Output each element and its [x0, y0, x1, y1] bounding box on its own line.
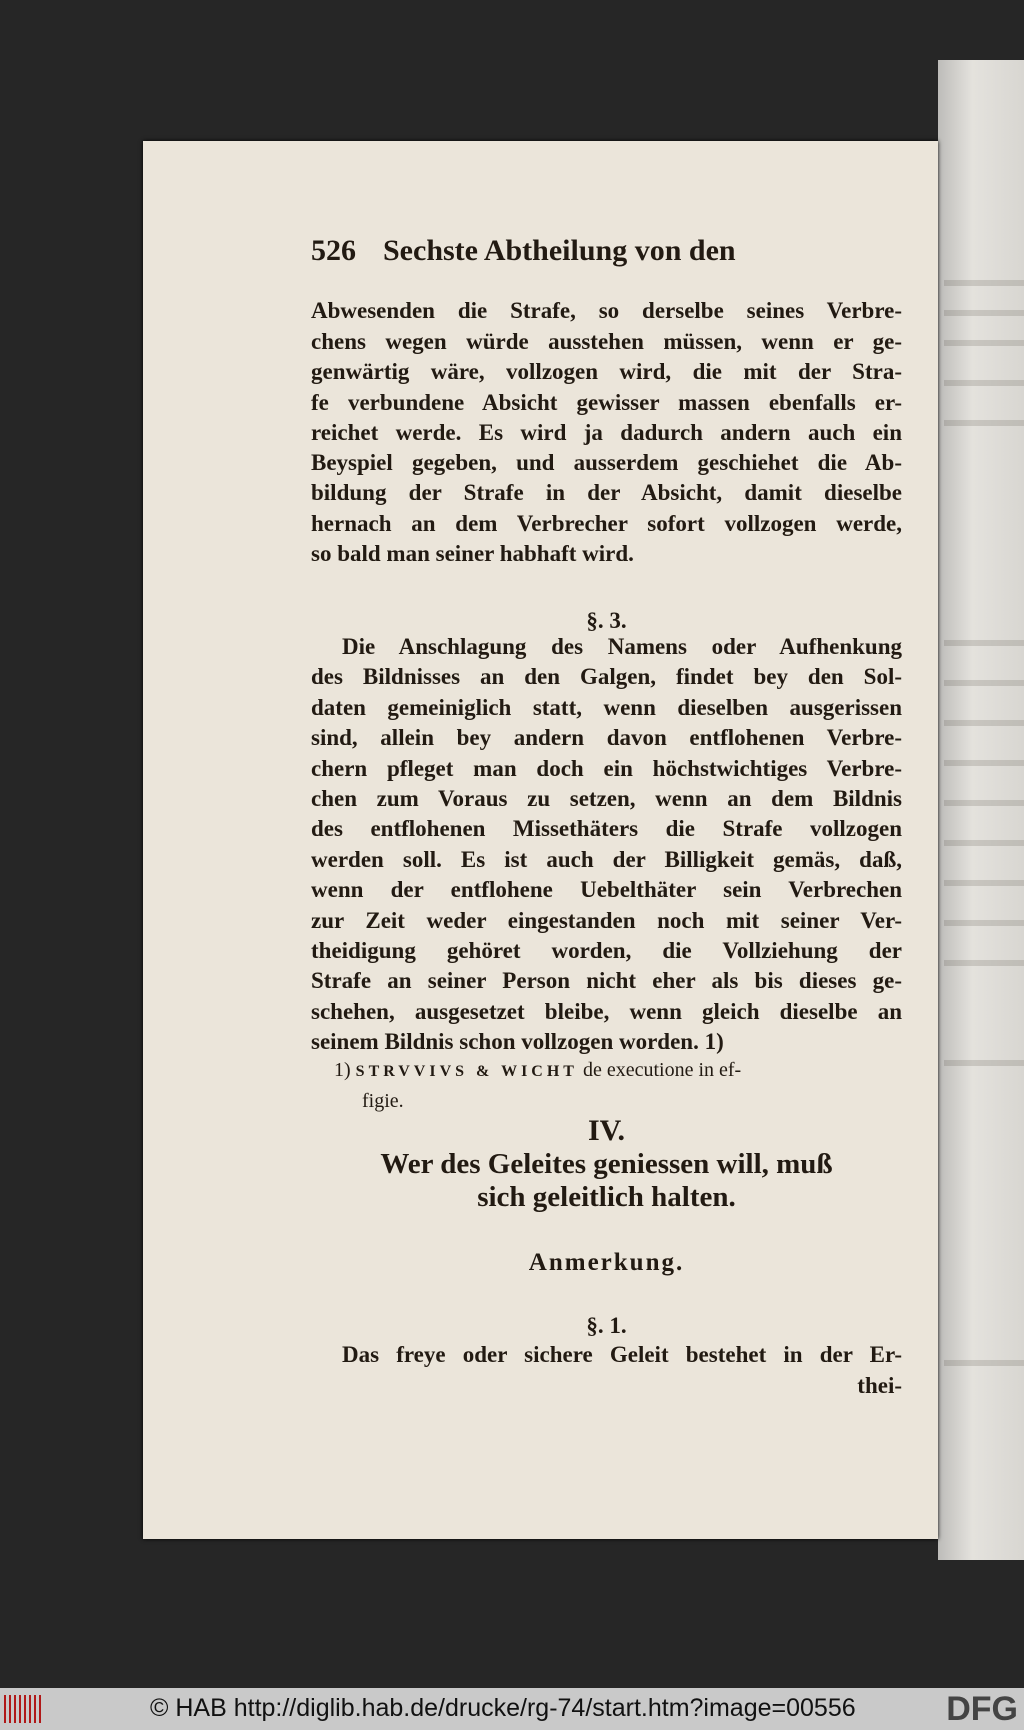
- text-line: Das freye oder sichere Geleit bestehet in der Er-: [342, 1342, 902, 1367]
- text-line: chen zum Voraus zu setzen, wenn an dem Bildnis: [311, 786, 902, 811]
- chapter-title-line: sich geleitlich halten.: [477, 1181, 736, 1213]
- footnote-continuation: figie.: [362, 1090, 404, 1112]
- hab-logo-icon: [4, 1695, 44, 1723]
- section-label: §. 3.: [586, 608, 627, 633]
- text-line: so bald man seiner habhaft wird.: [311, 541, 634, 566]
- text-line: genwärtig wäre, vollzogen wird, die mit der Stra-: [311, 359, 902, 384]
- text-line: schehen, ausgesetzet bleibe, wenn gleich dieselbe an: [311, 999, 902, 1024]
- text-line: zur Zeit weder eingestanden noch mit seiner Ver-: [311, 908, 902, 933]
- footer-link[interactable]: © HAB http://diglib.hab.de/drucke/rg-74/start.htm?image=00556: [150, 1694, 856, 1722]
- running-header: [311, 234, 736, 268]
- footer-bar: [0, 1688, 1024, 1730]
- text-line: theidigung gehöret worden, die Vollziehung der: [311, 938, 902, 963]
- text-line: chern pfleget man doch ein höchstwichtiges Verbre-: [311, 756, 902, 781]
- text-line: seinem Bildnis schon vollzogen worden. 1): [311, 1029, 724, 1054]
- text-line: werden soll. Es ist auch der Billigkeit gemäs, daß,: [311, 847, 902, 872]
- text-line: reichet werde. Es wird ja dadurch andern auch ein: [311, 420, 902, 445]
- text-line: bildung der Strafe in der Absicht, damit dieselbe: [311, 480, 902, 505]
- chapter-title-line: Wer des Geleites geniessen will, muß: [380, 1148, 833, 1180]
- text-line: daten gemeiniglich statt, wenn dieselben ausgerissen: [311, 695, 902, 720]
- chapter-numeral: IV.: [588, 1114, 625, 1147]
- text-line: Die Anschlagung des Namens oder Aufhenkung: [342, 634, 902, 659]
- dfg-logo: DFG: [946, 1690, 1018, 1728]
- text-line: hernach an dem Verbrecher sofort vollzogen werde,: [311, 511, 902, 536]
- footnote: [334, 1059, 741, 1082]
- footnote-text: de executione in ef-: [582, 1059, 742, 1081]
- footnote-marker: 1): [334, 1059, 351, 1081]
- text-line: fe verbundene Absicht gewisser massen ebenfalls er-: [311, 390, 902, 415]
- text-line: wenn der entflohene Uebelthäter sein Verbrechen: [311, 877, 902, 902]
- subheading: Anmerkung.: [528, 1249, 685, 1276]
- text-line: des Bildnisses an den Galgen, findet bey den Sol-: [311, 664, 902, 689]
- section-label: §. 1.: [586, 1313, 627, 1338]
- facing-page-edge: [938, 60, 1024, 1560]
- text-line: Abwesenden die Strafe, so derselbe seines Verbre-: [311, 298, 902, 323]
- running-title: Sechste Abtheilung von den: [383, 234, 736, 267]
- text-line: des entflohenen Missethäters die Strafe vollzogen: [311, 816, 902, 841]
- text-line: chens wegen würde ausstehen müssen, wenn er ge-: [311, 329, 902, 354]
- text-line: Strafe an seiner Person nicht eher als bis dieses ge-: [311, 968, 902, 993]
- footnote-authors: STRVVIVS & WICHT: [355, 1063, 578, 1080]
- catchword: thei-: [857, 1373, 902, 1398]
- text-line: sind, allein bey andern davon entflohenen Verbre-: [311, 725, 902, 750]
- text-line: Beyspiel gegeben, und ausserdem geschiehet die Ab-: [311, 450, 902, 475]
- page-number: 526: [311, 234, 356, 267]
